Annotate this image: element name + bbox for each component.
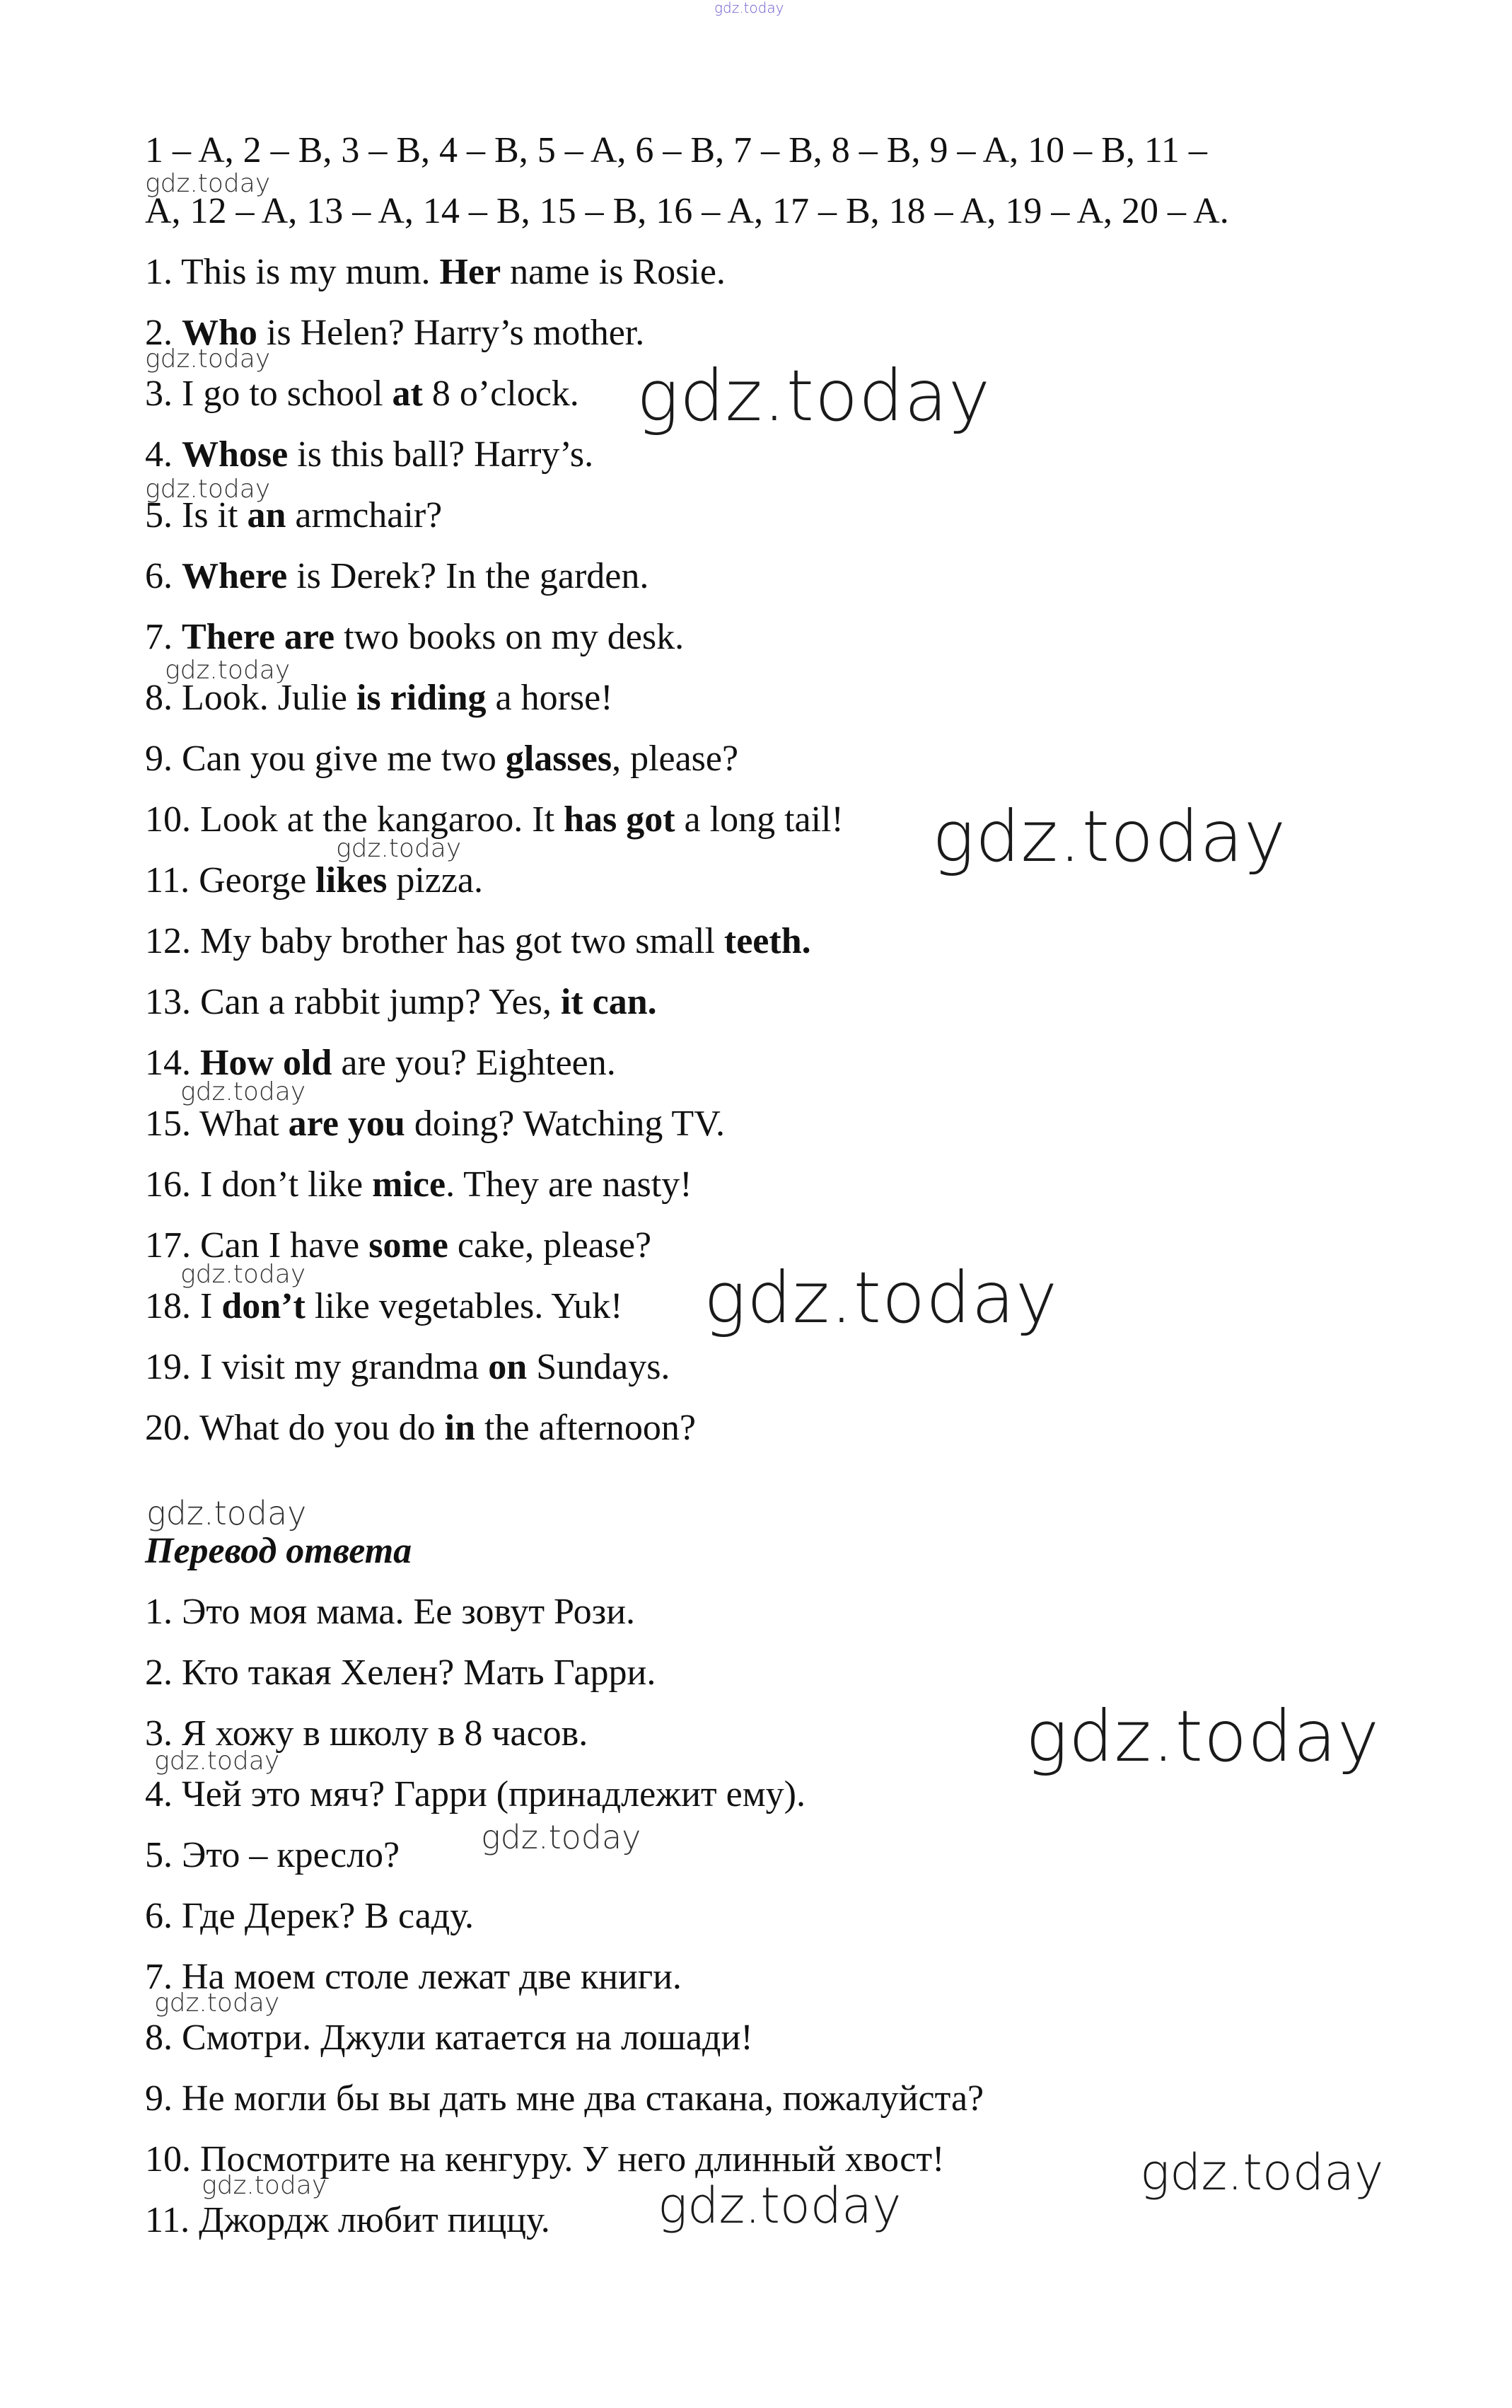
watermark-small-8: gdz.today <box>146 1494 307 1532</box>
sentence-answer: is riding <box>356 678 487 718</box>
sentence-text: 8. Look. Julie <box>145 678 356 718</box>
sentence-answer: teeth. <box>723 921 811 961</box>
translation-line-6: 6. Где Дерек? В саду. <box>145 1896 475 1936</box>
translation-line-7: 7. На моем столе лежат две книги. <box>145 1957 682 1997</box>
sentence-answer: mice <box>372 1164 446 1205</box>
watermark-small-5: gdz.today <box>336 834 462 863</box>
sentence-20 <box>145 1407 696 1449</box>
sentence-15 <box>145 1103 725 1145</box>
sentence-12 <box>145 920 811 963</box>
watermark-large-4: gdz.today <box>1025 1695 1380 1778</box>
sentence-text: is this ball? Harry’s. <box>288 434 594 475</box>
sentence-10 <box>145 799 844 841</box>
sentence-text: 17. Can I have <box>145 1225 369 1266</box>
sentence-text: 6. <box>145 556 182 596</box>
sentence-9 <box>145 738 738 780</box>
sentence-text: 18. I <box>145 1286 222 1326</box>
sentence-text: cake, please? <box>448 1225 652 1266</box>
sentence-text: 19. I visit my grandma <box>145 1347 489 1387</box>
sentence-text: 16. I don’t like <box>145 1164 373 1205</box>
sentence-text: 2. <box>145 313 182 353</box>
sentence-text: 3. I go to school <box>145 374 392 414</box>
watermark-small-7: gdz.today <box>180 1260 306 1289</box>
translation-line-11: 11. Джордж любит пиццу. <box>145 2200 550 2240</box>
watermark-large-2: gdz.today <box>932 795 1287 878</box>
sentence-text: 8 o’clock. <box>422 374 579 414</box>
sentence-7 <box>145 616 684 659</box>
sentence-text: pizza. <box>387 860 483 901</box>
sentence-text: two books on my desk. <box>335 617 685 657</box>
sentence-text: 7. <box>145 617 182 657</box>
sentence-text: 13. Can a rabbit jump? Yes, <box>145 982 561 1022</box>
sentence-text: 20. What do you do <box>145 1408 445 1448</box>
watermark-medium-1: gdz.today <box>1140 2143 1384 2201</box>
sentence-text: 14. <box>145 1043 200 1083</box>
sentence-text: is Derek? In the garden. <box>287 556 649 596</box>
sentence-text: like vegetables. Yuk! <box>305 1286 623 1326</box>
translation-heading: Перевод ответа <box>145 1531 412 1571</box>
sentence-6 <box>145 555 649 598</box>
sentence-text: . They are nasty! <box>446 1164 692 1205</box>
sentence-text: 10. Look at the kangaroo. It <box>145 799 564 840</box>
sentence-answer: has got <box>564 799 675 840</box>
sentence-answer: Whose <box>182 434 289 475</box>
sentence-11 <box>145 859 483 902</box>
sentence-answer: an <box>247 495 286 536</box>
sentence-answer: Her <box>439 252 501 292</box>
watermark-small-6: gdz.today <box>180 1077 306 1106</box>
sentence-text: a horse! <box>486 678 613 718</box>
watermark-small-11: gdz.today <box>154 1989 280 2018</box>
watermark-small-1: gdz.today <box>145 169 271 198</box>
watermark-small-2: gdz.today <box>145 345 271 374</box>
watermark-large-1: gdz.today <box>636 354 991 437</box>
sentence-text: name is Rosie. <box>501 252 726 292</box>
sentence-4 <box>145 434 593 476</box>
sentence-19 <box>145 1346 670 1389</box>
sentence-16 <box>145 1164 692 1206</box>
translation-line-1: 1. Это моя мама. Ее зовут Рози. <box>145 1592 636 1632</box>
sentence-answer: Where <box>182 556 288 596</box>
sentence-text: 12. My baby brother has got two small <box>145 921 724 961</box>
translation-line-5: 5. Это – кресло? <box>145 1835 400 1875</box>
sentence-text: a long tail! <box>675 799 844 840</box>
watermark-small-9: gdz.today <box>154 1747 280 1776</box>
watermark-small-4: gdz.today <box>165 656 291 685</box>
sentence-text: 4. <box>145 434 182 475</box>
answer-key-line-1: 1 – A, 2 – B, 3 – B, 4 – B, 5 – A, 6 – B, 7 – B, 8 – B, 9 – A, 10 – B, 11 – <box>145 130 1207 170</box>
sentence-answer: There are <box>182 617 335 657</box>
sentence-text: 11. George <box>145 860 316 901</box>
sentence-1 <box>145 251 726 294</box>
sentence-text: Sundays. <box>527 1347 670 1387</box>
watermark-small-3: gdz.today <box>145 475 271 504</box>
sentence-text: 9. Can you give me two <box>145 739 506 779</box>
sentence-text: 15. What <box>145 1104 289 1144</box>
sentence-answer: some <box>368 1225 448 1266</box>
sentence-18 <box>145 1285 622 1328</box>
watermark-medium-2: gdz.today <box>658 2177 902 2235</box>
translation-line-10: 10. Посмотрите на кенгуру. У него длинный хвост! <box>145 2139 945 2180</box>
sentence-text: 1. This is my mum. <box>145 252 440 292</box>
sentence-text: 5. Is it <box>145 495 248 536</box>
sentence-answer: on <box>488 1347 528 1387</box>
sentence-answer: don’t <box>221 1286 306 1326</box>
watermark-large-3: gdz.today <box>704 1256 1059 1339</box>
translation-line-3: 3. Я хожу в школу в 8 часов. <box>145 1713 588 1754</box>
sentence-text: doing? Watching TV. <box>405 1104 726 1144</box>
translation-line-8: 8. Смотри. Джули катается на лошади! <box>145 2018 753 2058</box>
watermark-small-12: gdz.today <box>202 2171 327 2200</box>
sentence-answer: at <box>392 374 423 414</box>
sentence-answer: glasses <box>505 739 612 779</box>
sentence-3 <box>145 373 579 415</box>
sentence-answer: likes <box>315 860 388 901</box>
sentence-text: the afternoon? <box>475 1408 696 1448</box>
sentence-answer: Who <box>182 313 257 353</box>
sentence-text: is Helen? Harry’s mother. <box>257 313 645 353</box>
sentence-answer: are you <box>288 1104 405 1144</box>
sentence-text: , please? <box>612 739 739 779</box>
translation-line-4: 4. Чей это мяч? Гарри (принадлежит ему). <box>145 1774 806 1814</box>
translation-line-9: 9. Не могли бы вы дать мне два стакана, пожалуйста? <box>145 2078 984 2119</box>
answer-key-line-2: A, 12 – A, 13 – A, 14 – B, 15 – B, 16 – A, 17 – B, 18 – A, 19 – A, 20 – A. <box>145 191 1229 231</box>
sentence-answer: it can. <box>560 982 657 1022</box>
sentence-answer: How old <box>200 1043 332 1083</box>
watermark-top: gdz.today <box>714 0 784 16</box>
sentence-text: armchair? <box>286 495 443 536</box>
sentence-answer: in <box>444 1408 476 1448</box>
sentence-text: are you? Eighteen. <box>332 1043 616 1083</box>
translation-line-2: 2. Кто такая Хелен? Мать Гарри. <box>145 1652 656 1693</box>
sentence-13 <box>145 981 657 1024</box>
watermark-small-10: gdz.today <box>481 1818 641 1856</box>
